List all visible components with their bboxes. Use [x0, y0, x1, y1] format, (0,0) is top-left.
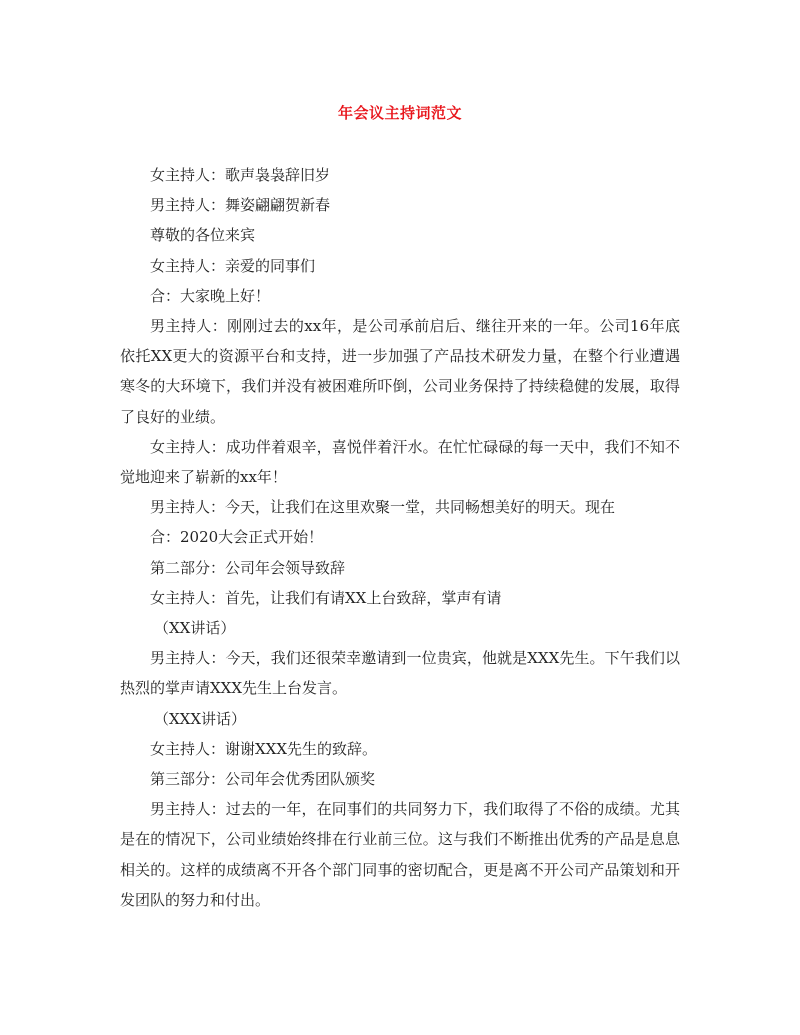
paragraph-together-start: 合：2020大会正式开始！ [150, 528, 324, 547]
section-heading-part-two: 第二部分：公司年会领导致辞 [150, 558, 346, 577]
paragraph-together-1: 合：大家晚上好！ [150, 286, 271, 305]
paragraph-male-host-1: 男主持人：舞姿翩翩贺新春 [150, 196, 331, 215]
paragraph-female-host-1: 女主持人：歌声袅袅辞旧岁 [150, 166, 331, 184]
paragraph-male-host-guest: 男主持人：今天，我们还很荣幸邀请到一位贵宾，他就是XXX先生。下午我们以热烈的掌声请XXX先生上台发言。 [120, 649, 680, 698]
paragraph-greeting-guests: 尊敬的各位来宾 [150, 226, 256, 245]
section-heading-part-three: 第三部分：公司年会优秀团队颁奖 [150, 770, 376, 789]
paragraph-female-host-success: 女主持人：成功伴着艰辛，喜悦伴着汗水。在忙忙碌碌的每一天中，我们不知不觉地迎来了崭新的xx年！ [120, 437, 680, 487]
stage-note-xxx-speech: （XXX讲话） [154, 709, 247, 728]
paragraph-male-host-achievements: 男主持人：过去的一年，在同事们的共同努力下，我们取得了不俗的成绩。尤其是在的情况下，公司业绩始终排在行业前三位。这与我们不断推出优秀的产品是息息相关的。这样的成绩离不开各个部门同事的密切配合，更是离不开公司产品策划和开发团队的努力和付出。 [120, 800, 680, 909]
stage-note-xx-speech: （XX讲话） [154, 619, 236, 638]
paragraph-female-host-2: 女主持人：亲爱的同事们 [150, 256, 316, 275]
paragraph-male-host-today: 男主持人：今天，让我们在这里欢聚一堂，共同畅想美好的明天。现在 [150, 498, 616, 517]
document-title: 年会议主持词范文 [337, 104, 462, 122]
paragraph-female-host-invite: 女主持人：首先，让我们有请XX上台致辞，掌声有请 [150, 588, 502, 607]
paragraph-male-host-review: 男主持人：刚刚过去的xx年，是公司承前启后、继往开来的一年。公司16年底依托XX更大的资源平台和支持，进一步加强了产品技术研发力量，在整个行业遭遇寒冬的大环境下，我们并没有被困难所吓倒，公司业务保持了持续稳健的发展，取得了良好的业绩。 [120, 317, 680, 426]
paragraph-female-host-thanks: 女主持人：谢谢XXX先生的致辞。 [150, 739, 378, 758]
document-body [120, 160, 680, 915]
